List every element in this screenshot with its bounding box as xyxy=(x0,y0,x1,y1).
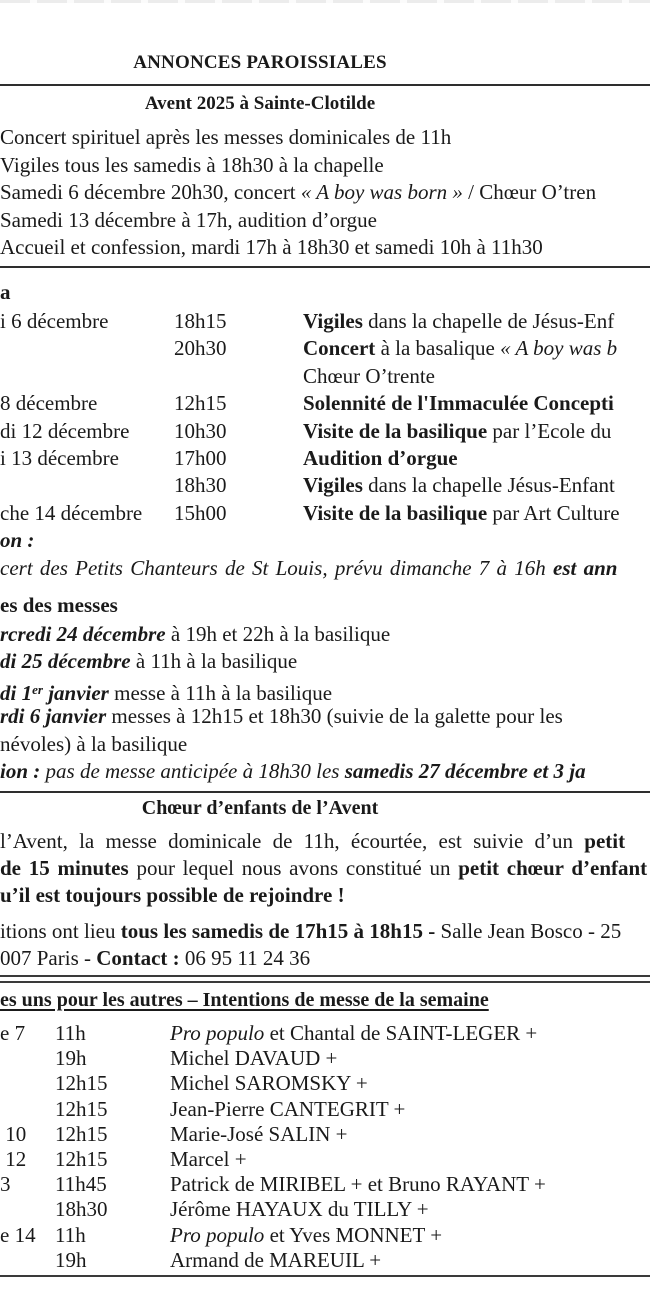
intentions-time-cell: 11h xyxy=(55,1021,86,1045)
intentions-time-cell: 11h xyxy=(55,1222,86,1247)
section-rule-2 xyxy=(0,266,650,268)
agenda-heading-fragment: a xyxy=(0,280,11,304)
avent-line: Vigiles tous les samedis à 18h30 à la chapelle xyxy=(0,152,384,177)
avent-lines xyxy=(0,124,650,262)
intentions-date-cell xyxy=(0,1248,55,1273)
agenda-row xyxy=(0,363,650,390)
intentions-row xyxy=(0,1172,650,1197)
agenda-row xyxy=(0,308,650,335)
intentions-row xyxy=(0,1223,650,1248)
agenda-row xyxy=(0,500,650,527)
horaires-line: rcredi 24 décembre à 19h et 22h à la basilique xyxy=(0,622,391,646)
double-rule-top xyxy=(0,975,650,977)
horaires-line: di 25 décembre à 11h à la basilique xyxy=(0,649,298,674)
attention-fragment: on : xyxy=(0,528,35,552)
agenda-date-cell: di 12 décembre xyxy=(0,418,130,443)
intentions-row xyxy=(0,1147,650,1172)
agenda-time-cell: 17h00 xyxy=(174,445,227,470)
intentions-time-cell: 12h15 xyxy=(55,1146,108,1171)
rehearsal-paragraph xyxy=(0,918,650,972)
agenda-table xyxy=(0,308,650,527)
agenda-date-cell xyxy=(0,335,174,362)
intentions-date-cell: 12 xyxy=(0,1146,27,1171)
rehearsal-line: itions ont lieu tous les samedis de 17h15 à 18h15 - Salle Jean Bosco - 25 xyxy=(0,919,622,943)
intentions-row xyxy=(0,1046,650,1071)
agenda-date-cell xyxy=(0,363,174,390)
agenda-desc-cell: Visite de la basilique par l’Ecole du xyxy=(303,418,617,443)
intentions-name-cell: Jérôme HAYAUX du TILLY + xyxy=(170,1197,429,1222)
intentions-time-cell: 19h xyxy=(55,1247,87,1272)
intentions-row xyxy=(0,1197,650,1222)
agenda-date-cell: 8 décembre xyxy=(0,391,98,416)
agenda-row xyxy=(0,390,650,417)
intentions-time-cell: 18h30 xyxy=(55,1197,108,1222)
avent-line: Samedi 13 décembre à 17h, audition d’orgue xyxy=(0,207,377,232)
intentions-name-cell: Michel DAVAUD + xyxy=(170,1046,338,1071)
scan-artifact-top-dashes xyxy=(0,0,650,3)
intentions-date-cell xyxy=(0,1197,55,1222)
horaires-line: di 1er janvier messe à 11h à la basilique xyxy=(0,680,333,705)
intentions-time-cell: 12h15 xyxy=(55,1096,108,1121)
agenda-row xyxy=(0,445,650,472)
agenda-date-cell xyxy=(0,472,174,499)
intentions-date-cell: e 7 xyxy=(0,1021,26,1045)
intentions-name-cell: Patrick de MIRIBEL + et Bruno RAYANT + xyxy=(170,1172,546,1197)
agenda-desc-cell: Solennité de l'Immaculée Concepti xyxy=(303,391,614,416)
intentions-row xyxy=(0,1097,650,1122)
intentions-date-cell: 3 xyxy=(0,1172,11,1197)
rehearsal-line: 007 Paris - Contact : 06 95 11 24 36 xyxy=(0,946,311,970)
agenda-time-cell: 15h00 xyxy=(174,500,227,525)
intentions-heading-text: es uns pour les autres – Intentions de messe de la semaine xyxy=(0,989,489,1011)
agenda-desc-cell: Concert à la basalique « A boy was b xyxy=(303,336,618,361)
intentions-time-cell: 19h xyxy=(55,1046,87,1071)
intentions-date-cell xyxy=(0,1097,55,1122)
agenda-date-cell: i 6 décembre xyxy=(0,309,109,333)
horaires-line: ion : pas de messe anticipée à 18h30 les samedis 27 décembre et 3 ja xyxy=(0,758,586,783)
intentions-heading xyxy=(0,989,650,1012)
agenda-row xyxy=(0,418,650,445)
avent-heading: Avent 2025 à Sainte-Clotilde xyxy=(144,93,376,114)
agenda-date-cell: che 14 décembre xyxy=(0,500,143,525)
page-title: ANNONCES PAROISSIALES xyxy=(133,52,387,73)
horaires-line: névoles) à la basilique xyxy=(0,731,188,756)
bottom-rule xyxy=(0,1275,650,1277)
intentions-name-cell: Jean-Pierre CANTEGRIT + xyxy=(170,1096,406,1121)
agenda-time-cell: 10h30 xyxy=(174,418,227,443)
section-rule-3 xyxy=(0,791,650,793)
agenda-desc-cell: Chœur O’trente xyxy=(303,363,435,388)
agenda-time-cell: 20h30 xyxy=(174,336,227,361)
agenda-row xyxy=(0,472,650,499)
intentions-row xyxy=(0,1071,650,1096)
intentions-date-cell xyxy=(0,1046,55,1071)
intentions-date-cell: 10 xyxy=(0,1121,27,1146)
agenda-time-cell xyxy=(174,363,303,390)
agenda-desc-cell: Vigiles dans la chapelle de Jésus-Enf xyxy=(303,309,615,333)
intentions-name-cell: Pro populo et Chantal de SAINT-LEGER + xyxy=(170,1021,538,1045)
intentions-time-cell: 11h45 xyxy=(55,1172,107,1197)
intentions-name-cell: Armand de MAREUIL + xyxy=(170,1247,382,1272)
intentions-name-cell: Marcel + xyxy=(170,1146,247,1171)
section-rule-1 xyxy=(0,84,650,86)
agenda-desc-cell: Visite de la basilique par Art Culture xyxy=(303,500,620,525)
intentions-name-cell: Marie-José SALIN + xyxy=(170,1121,348,1146)
avent-line: Concert spirituel après les messes dominicales de 11h xyxy=(0,125,452,149)
intentions-name-cell: Michel SAROMSKY + xyxy=(170,1071,368,1096)
agenda-date-cell: i 13 décembre xyxy=(0,445,119,470)
agenda-time-cell: 18h30 xyxy=(174,473,227,498)
intentions-time-cell: 12h15 xyxy=(55,1071,108,1096)
intentions-row xyxy=(0,1248,650,1273)
horaires-heading-fragment: es des messes xyxy=(0,593,118,617)
avent-line: Samedi 6 décembre 20h30, concert « A boy was born » / Chœur O’tren xyxy=(0,180,597,204)
horaires-line: rdi 6 janvier messes à 12h15 et 18h30 (suivie de la galette pour les xyxy=(0,704,563,729)
choeur-heading: Chœur d’enfants de l’Avent xyxy=(141,797,379,819)
concert-cancel-line: cert des Petits Chanteurs de St Louis, prévu dimanche 7 à 16h est ann xyxy=(0,556,618,580)
intentions-time-cell: 12h15 xyxy=(55,1121,108,1146)
agenda-time-cell: 12h15 xyxy=(174,391,227,416)
choeur-paragraph xyxy=(0,828,650,909)
double-rule-bottom xyxy=(0,981,650,983)
choeur-para-line: u’il est toujours possible de rejoindre ! xyxy=(0,883,345,907)
horaires-lines xyxy=(0,621,650,785)
agenda-time-cell: 18h15 xyxy=(174,309,227,333)
agenda-desc-cell: Vigiles dans la chapelle Jésus-Enfant xyxy=(303,473,615,498)
agenda-desc-cell: Audition d’orgue xyxy=(303,445,458,470)
intentions-row xyxy=(0,1021,650,1046)
choeur-para-line: l’Avent, la messe dominicale de 11h, écourtée, est suivie d’un petit xyxy=(0,829,626,853)
agenda-row xyxy=(0,335,650,362)
choeur-para-line: de 15 minutes pour lequel nous avons constitué un petit chœur d’enfant xyxy=(0,856,648,880)
intentions-date-cell xyxy=(0,1071,55,1096)
intentions-table xyxy=(0,1021,650,1273)
avent-line: Accueil et confession, mardi 17h à 18h30 et samedi 10h à 11h30 xyxy=(0,235,543,259)
intentions-row xyxy=(0,1122,650,1147)
intentions-date-cell: e 14 xyxy=(0,1222,36,1247)
intentions-name-cell: Pro populo et Yves MONNET + xyxy=(170,1222,443,1247)
